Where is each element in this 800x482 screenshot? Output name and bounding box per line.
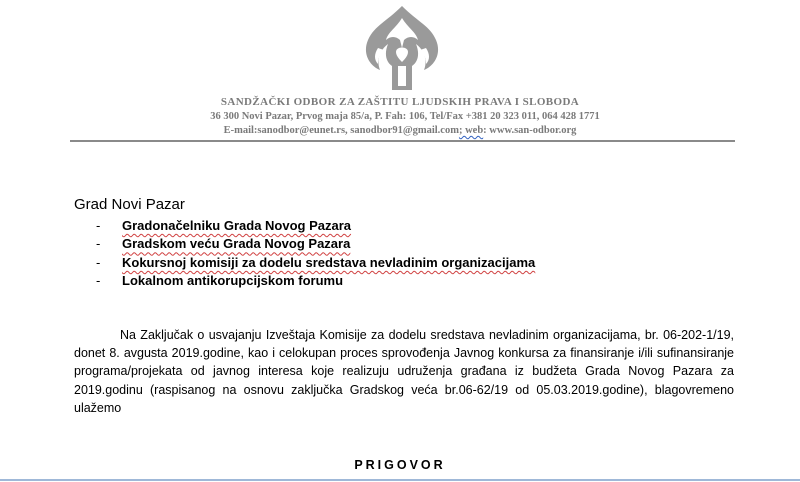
document-heading: PRIGOVOR — [354, 458, 446, 472]
recipient-list — [96, 216, 535, 290]
body-paragraph-text: Na Zaključak o usvajanju Izveštaja Komisije za dodelu sredstava nevladinim organizacijama, br. 06-202-1/19, donet 8. avgusta 2019.godine, kao i celokupan proces sprovođenja Javnog konkursa za finansiranje i/ili sufinansiranje programa/projekata od javnog interesa koje realizuju udruženja građana iz budžeta Grada Novog Pazara za 2019.godinu (raspisanog na osnovu zaključka Gradskog veća br.06-62/19 od 05.03.2019.godine), blagovremeno ulažemo — [74, 328, 734, 415]
recipient-city: Grad Novi Pazar — [74, 196, 185, 213]
organization-contact — [0, 125, 800, 136]
recipient-item — [96, 216, 535, 235]
organization-name: SANDŽAČKI ODBOR ZA ZAŠTITU LJUDSKIH PRAVA I SLOBODA — [220, 96, 580, 108]
contact-email: E-mail:sanodbor@eunet.rs, sanodbor91@gmail.com — [223, 125, 459, 136]
contact-separator: ; web — [458, 125, 484, 136]
recipient-item — [96, 272, 535, 291]
recipient-label: Gradonačelniku Grada Novog Pazara — [122, 217, 352, 233]
organization-address: 36 300 Novi Pazar, Prvog maja 85/a, P. Fah: 106, Tel/Fax +381 20 323 011, 064 428 1771 — [210, 111, 600, 122]
recipient-label: Lokalnom antikorupcijskom forumu — [122, 273, 344, 289]
page-bottom-edge — [0, 479, 800, 481]
list-dash: - — [96, 236, 101, 252]
list-dash: - — [96, 217, 101, 233]
organization-logo-icon — [356, 4, 448, 92]
body-paragraph — [74, 326, 734, 417]
recipient-item — [96, 235, 535, 254]
recipient-item — [96, 253, 535, 272]
list-dash: - — [96, 254, 101, 270]
recipient-label: Kokursnoj komisiji za dodelu sredstava nevladinim organizacijama — [122, 254, 536, 270]
contact-web: : www.san-odbor.org — [483, 125, 577, 136]
recipient-label: Gradskom veću Grada Novog Pazara — [122, 236, 351, 252]
letterhead-divider — [70, 140, 735, 142]
list-dash: - — [96, 273, 101, 289]
